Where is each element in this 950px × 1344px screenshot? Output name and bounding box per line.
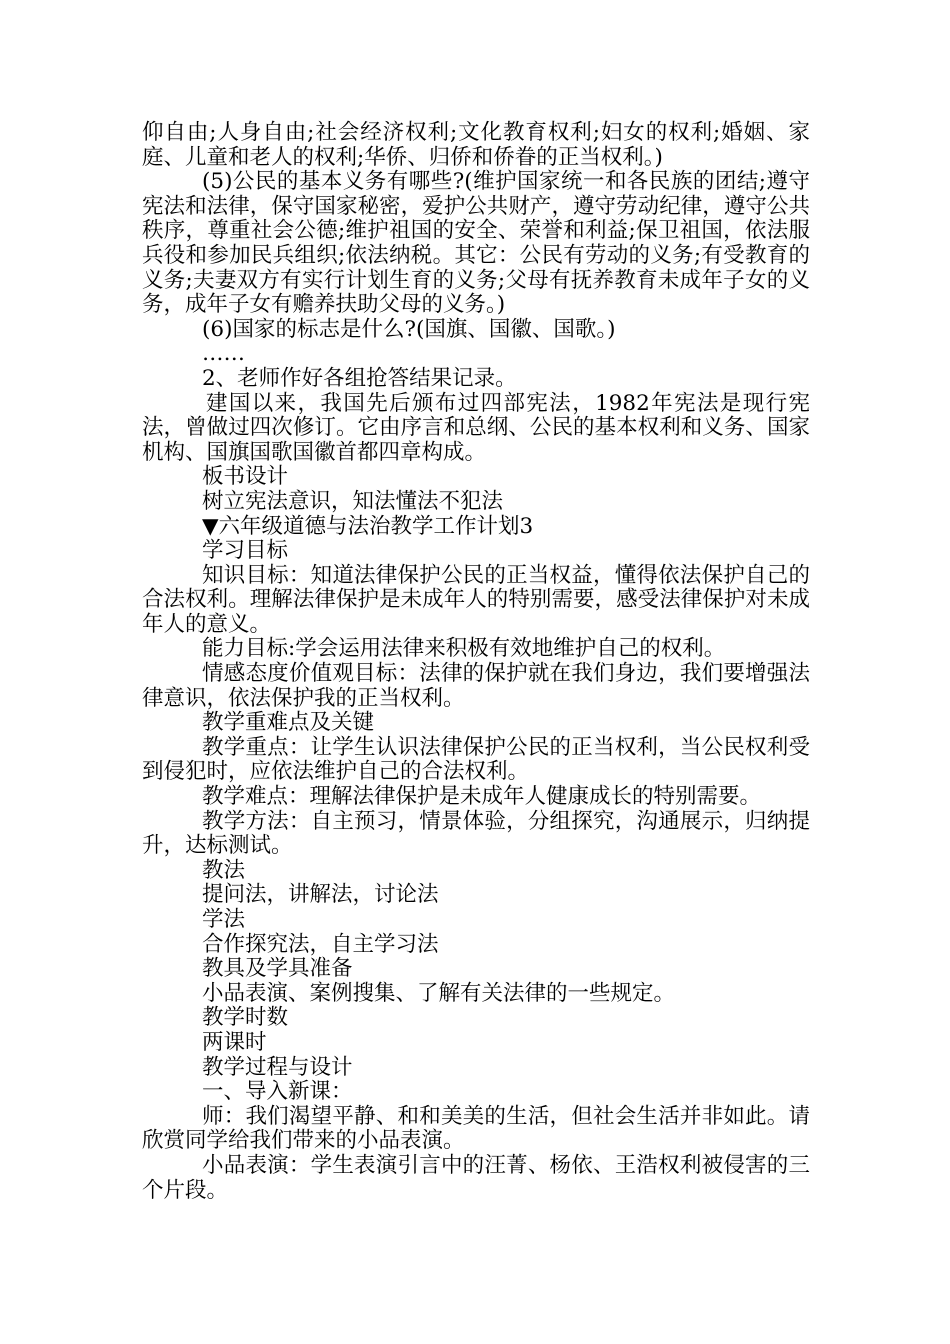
paragraph-teaching-approach: 提问法，讲解法，讨论法 bbox=[202, 882, 439, 908]
paragraph-record-results: 2、老师作好各组抢答结果记录。 bbox=[202, 365, 517, 391]
paragraph-ability-goal: 能力目标:学会运用法律来积极有效地维护自己的权利。 bbox=[202, 636, 726, 662]
paragraph-class-hours: 两课时 bbox=[202, 1029, 267, 1055]
paragraph-question-5: (5)公民的基本义务有哪些?(维护国家统一和各民族的团结;遵守宪法和法律，保守国家秘密，爱护公共财产，遵守劳动纪律，遵守公共秩序，尊重社会公德;维护祖国的安全、荣誉和利益;保卫祖国，依法服兵役和参加民兵组织;依法纳税。其它：公民有劳动的义务;有受教育的义务;夫妻双方有实行计划生育的义务;父母有抚养教育未成年子女的义务，成年子女有赡养扶助父母的义务。) bbox=[142, 169, 810, 318]
paragraph-question-6: (6)国家的标志是什么?(国旗、国徽、国歌。) bbox=[202, 316, 616, 342]
paragraph-skit-performance: 小品表演：学生表演引言中的汪菁、杨依、王浩权利被侵害的三个片段。 bbox=[142, 1152, 810, 1203]
heading-key-points: 教学重难点及关键 bbox=[202, 710, 375, 736]
heading-learning-goals: 学习目标 bbox=[202, 538, 289, 564]
heading-materials: 教具及学具准备 bbox=[202, 956, 353, 982]
heading-learning-approach: 学法 bbox=[202, 907, 246, 932]
paragraph-ellipsis: …… bbox=[202, 341, 245, 367]
heading-teaching-approach: 教法 bbox=[202, 857, 246, 883]
paragraph-learning-approach: 合作探究法，自主学习法 bbox=[202, 931, 439, 957]
heading-introduction: 一、导入新课： bbox=[202, 1079, 353, 1105]
paragraph-constitution-history: 建国以来，我国先后颁布过四部宪法，1982年宪法是现行宪法，曾做过四次修订。它由序言和总纲、公民的基本权利和义务、国家机构、国旗国歌国徽首都四章构成。 bbox=[142, 390, 810, 465]
paragraph-board-content: 树立宪法意识，知法懂法不犯法 bbox=[202, 488, 504, 514]
section-title-plan-3: ▼六年级道德与法治教学工作计划3 bbox=[202, 513, 534, 539]
heading-class-hours: 教学时数 bbox=[202, 1005, 289, 1031]
paragraph-materials: 小品表演、案例搜集、了解有关法律的一些规定。 bbox=[202, 980, 676, 1006]
paragraph-emotion-goal: 情感态度价值观目标：法律的保护就在我们身边，我们要增强法律意识，依法保护我的正当权利。 bbox=[142, 661, 810, 711]
paragraph-rights-continued: 仰自由;人身自由;社会经济权利;文化教育权利;妇女的权利;婚姻、家庭、儿童和老人的权利;华侨、归侨和侨眷的正当权利。) bbox=[142, 120, 810, 170]
heading-board-design: 板书设计 bbox=[202, 464, 289, 490]
paragraph-teaching-method: 教学方法：自主预习，情景体验，分组探究，沟通展示，归纳提升，达标测试。 bbox=[142, 808, 810, 859]
paragraph-teacher-intro: 师：我们渴望平静、和和美美的生活，但社会生活并非如此。请欣赏同学给我们带来的小品表演。 bbox=[142, 1103, 810, 1154]
heading-process-design: 教学过程与设计 bbox=[202, 1054, 353, 1080]
paragraph-teaching-difficulty: 教学难点：理解法律保护是未成年人健康成长的特别需要。 bbox=[202, 784, 762, 810]
document-body bbox=[142, 121, 810, 1203]
paragraph-teaching-focus: 教学重点：让学生认识法律保护公民的正当权利，当公民权利受到侵犯时，应依法维护自己的合法权利。 bbox=[142, 734, 810, 785]
paragraph-knowledge-goal: 知识目标：知道法律保护公民的正当权益，懂得依法保护自己的合法权利。理解法律保护是未成年人的特别需要，感受法律保护对未成年人的意义。 bbox=[142, 562, 810, 637]
